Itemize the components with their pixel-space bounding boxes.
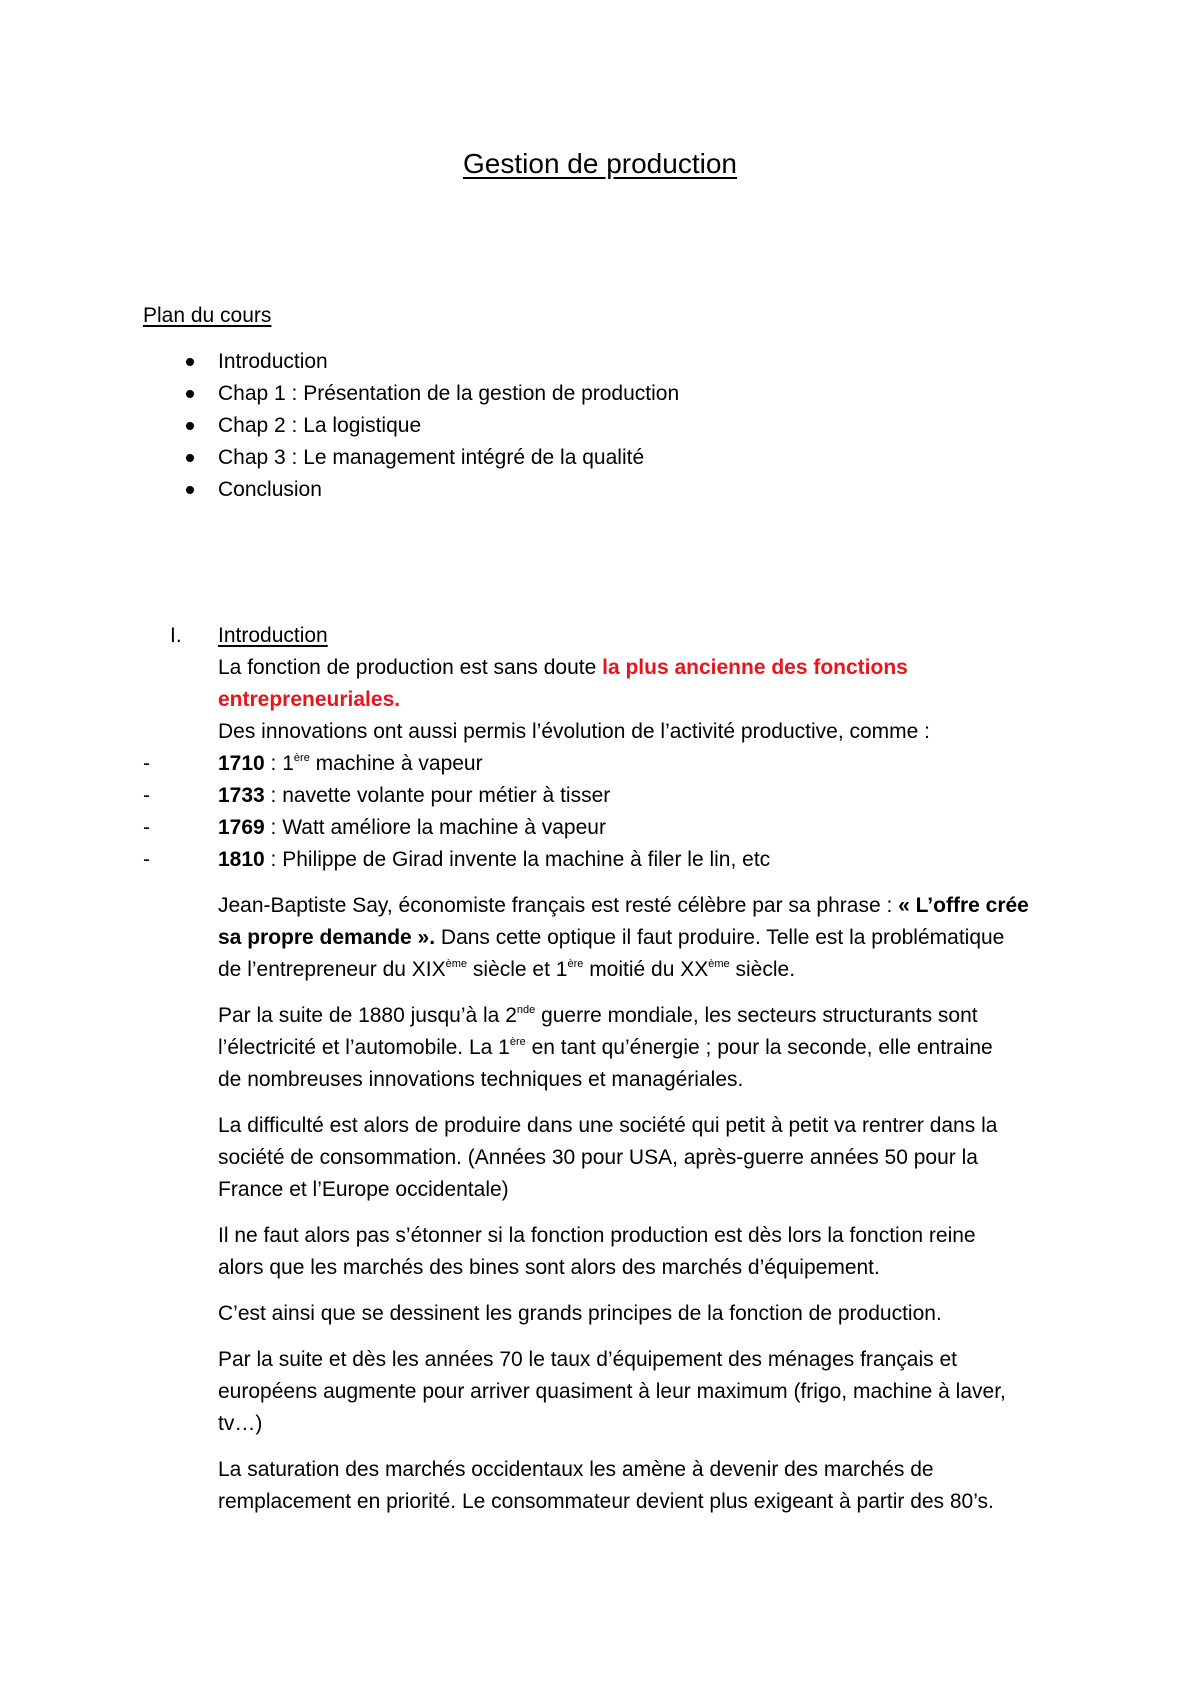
paragraph-reine: Il ne faut alors pas s’étonner si la fonction production est dès lors la fonction reine alors que les marchés des bines sont alors des marchés d’équipement. [218, 1224, 976, 1279]
paragraph-say: Jean-Baptiste Say, économiste français est resté célèbre par sa phrase : « L’offre crée sa propre demande ». Dans cette optique il faut produire. Telle est la problématique de l’entrepreneur du XIXème siècle et 1ère moitié du XXème siècle. [218, 894, 1029, 981]
plan-item: Chap 2 : La logistique [143, 410, 679, 442]
paragraph-annees-70: Par la suite et dès les années 70 le taux d’équipement des ménages français et européens augmente pour arriver quasiment à leur maximum (frigo, machine à laver, tv…) [218, 1348, 1006, 1435]
plan-heading: Plan du cours [143, 304, 272, 327]
timeline-item: - 1810 : Philippe de Girad invente la machine à filer le lin, etc [218, 844, 1063, 876]
dash-icon: - [143, 848, 150, 871]
document-title: Gestion de production [463, 148, 737, 179]
section-number: I. [170, 624, 182, 647]
plan-item: Chap 1 : Présentation de la gestion de production [143, 378, 679, 410]
section-title: Introduction [218, 624, 328, 647]
paragraph-difficulte: La difficulté est alors de produire dans une société qui petit à petit va rentrer dans la société de consommation. (Années 30 pour USA, après-guerre années 50 pour la France et l’Europe occidentale) [218, 1114, 998, 1201]
bullet-icon [186, 486, 194, 494]
dash-icon: - [143, 816, 150, 839]
timeline-item: - 1733 : navette volante pour métier à tisser [218, 780, 1063, 812]
section-introduction [143, 620, 1063, 1518]
dash-icon: - [143, 784, 150, 807]
bullet-icon [186, 422, 194, 430]
bullet-icon [186, 390, 194, 398]
paragraph-saturation: La saturation des marchés occidentaux les amène à devenir des marchés de remplacement en priorité. Le consommateur devient plus exigeant à partir des 80’s. [218, 1458, 994, 1513]
highlight-text: la plus ancienne des fonctions [602, 656, 908, 679]
plan-item: Conclusion [143, 474, 679, 506]
highlight-text: entrepreneuriales. [218, 688, 401, 711]
section-heading [143, 620, 1063, 652]
bullet-icon [186, 454, 194, 462]
timeline-list [143, 748, 1063, 876]
timeline-item: - 1769 : Watt améliore la machine à vapeur [218, 812, 1063, 844]
plan-item: Introduction [143, 346, 679, 378]
section-body [143, 652, 1063, 1518]
dash-icon: - [143, 752, 150, 775]
plan-item: Chap 3 : Le management intégré de la qualité [143, 442, 679, 474]
bullet-icon [186, 358, 194, 366]
timeline-item: - 1710 : 1ère machine à vapeur [218, 748, 1063, 780]
intro-paragraph: La fonction de production est sans doute la plus ancienne des fonctions entrepreneuriales. Des innovations ont aussi permis l’évolution de l’activité productive, comme : [218, 656, 931, 743]
paragraph-1880: Par la suite de 1880 jusqu’à la 2nde guerre mondiale, les secteurs structurants sont l’électricité et l’automobile. La 1ère en tant qu’énergie ; pour la seconde, elle entraine de nombreuses innovations techniques et managériales. [218, 1004, 993, 1091]
plan-list [143, 346, 679, 506]
paragraph-principes: C’est ainsi que se dessinent les grands principes de la fonction de production. [218, 1302, 942, 1325]
